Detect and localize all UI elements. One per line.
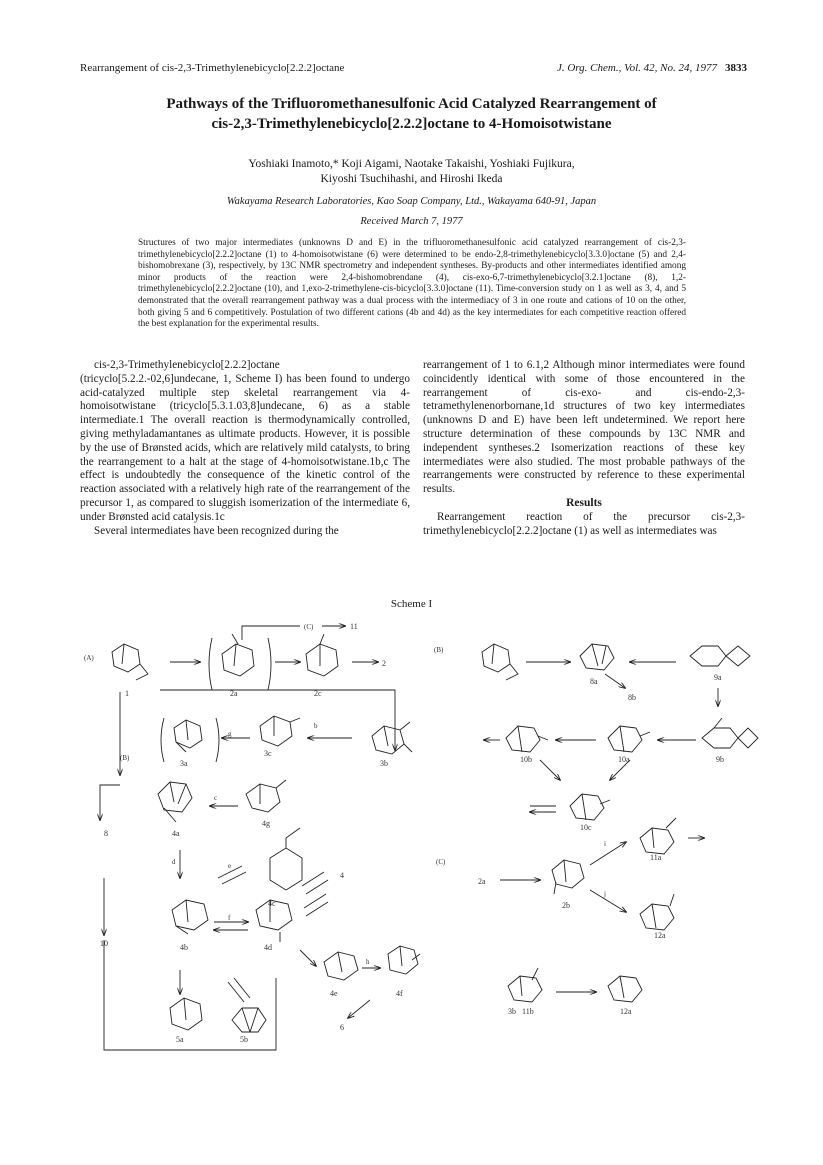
compound-label: 12a (620, 1007, 632, 1016)
structure-2a (222, 634, 254, 676)
compound-label: 8 (104, 829, 108, 838)
compound-label: 1 (125, 689, 129, 698)
body-paragraph: cis-2,3-Trimethylenebicyclo[2.2.2]octane (tricyclo[5.2.2.-02,6]undecane, 1, Scheme I) has been found to undergo acid-catalyzed multiple step skeletal rearrangement via 4-homoisotwistane (tricyclo[5.3.1.03,8]undecane, 6) as a stable intermediate.1 The overall reaction is thermodynamically controlled, giving methyladamantanes as ultimate products. However, it is possible by the use of Brønsted acids, which are relatively mild catalysts, to bring the rearrangement to a halt at the stage of 4-homoisotwistane.1b,c The effect is undoubtedly the consequence of the kinetic control of the reaction associated with a relatively high rate of the rearrangement of the precursor 1, as compared to sluggish isomerization of the intermediate 6, under Brønsted acid catalysis.1c (80, 359, 410, 523)
structure-4d (172, 900, 208, 934)
running-header-right (557, 62, 747, 74)
bracket (161, 718, 219, 762)
equilibrium-arrow (228, 978, 250, 1002)
arrow-label: e (228, 862, 232, 870)
structure-5a (170, 998, 202, 1030)
running-header-left: Rearrangement of cis-2,3-Trimethylenebicyclo[2.2.2]octane (80, 62, 345, 74)
structure-1-b (482, 644, 518, 680)
compound-label: 10b (520, 755, 532, 764)
structure-2c (306, 634, 338, 676)
arrow-label: h (366, 958, 370, 966)
structure-3a (174, 720, 202, 752)
body-paragraph: rearrangement of 1 to 6.1,2 Although minor intermediates were found coincidently identical with some of those encountered in the rearrangement of cis-exo- and cis-endo-2,3-tetramethylenenorbornane,1d structures of two key intermediates (unknowns D and E) have been left undetermined. We report here structure determination of these compounds by 13C NMR and independent syntheses.2 Isomerization reactions of these key intermediates were also studied. The most probable pathways of the rearrangements were constructed by reference to these experimental results. (423, 359, 745, 496)
compound-label: 4g (262, 819, 270, 828)
reaction-arrow (348, 1000, 370, 1018)
structure-11b (608, 976, 642, 1002)
journal-citation: J. Org. Chem., Vol. 42, No. 24, 1977 (556, 62, 717, 74)
compound-label: 4d (264, 943, 272, 952)
compound-label: 8b (628, 693, 636, 702)
compound-label: 2a (230, 689, 238, 698)
reaction-arrow (540, 760, 560, 780)
authors-line-1: Yoshiaki Inamoto,* Koji Aigami, Naotake Takaishi, Yoshiaki Fujikura, (248, 158, 575, 170)
compound-label: 4e (330, 989, 338, 998)
compound-label: 2b (562, 901, 570, 910)
structure-2b (552, 860, 584, 894)
structure-4a (158, 782, 192, 822)
article-title (60, 94, 763, 134)
structure-11a (640, 818, 676, 854)
section-heading-results: Results (566, 496, 602, 509)
body-column-right (423, 359, 745, 538)
connector-line (242, 626, 300, 640)
equilibrium-arrow (218, 866, 246, 884)
arrow-label: d (172, 858, 176, 866)
structure-8a (580, 644, 614, 670)
compound-label: 10 (100, 939, 108, 948)
panel-label-b-left: (B) (120, 754, 130, 762)
panel-label-b-right: (B) (434, 646, 444, 654)
compound-label: 3c (264, 749, 272, 758)
compound-label: 4c (268, 899, 276, 908)
reaction-arrow (605, 674, 625, 688)
compound-label: 5a (176, 1035, 184, 1044)
compound-label: 3b (508, 1007, 516, 1016)
structure-5b (232, 1008, 266, 1032)
reaction-arrow (300, 950, 316, 966)
scheme-figure (0, 610, 823, 1080)
affiliation: Wakayama Research Laboratories, Kao Soap Company, Ltd., Wakayama 640-91, Japan (226, 196, 597, 207)
compound-label: 4b (180, 943, 188, 952)
body-paragraph: Rearrangement reaction of the precursor cis-2,3-trimethylenebicyclo[2.2.2]octane (1) as well as intermediates was (423, 510, 745, 537)
panel-label-a: (A) (84, 654, 94, 662)
compound-label: 2a (478, 877, 486, 886)
connector-line (100, 785, 120, 820)
structure-4g (388, 946, 420, 974)
structure-3b-c (508, 968, 542, 1002)
compound-label: 4 (340, 871, 344, 880)
compound-label: 4a (172, 829, 180, 838)
body-paragraph: Several intermediates have been recognized during the (94, 524, 339, 537)
structure-4f (324, 952, 358, 980)
structure-10a (608, 726, 650, 752)
equilibrium-arrow (302, 872, 328, 894)
compound-label: 9a (714, 673, 722, 682)
reaction-arrow (590, 842, 626, 865)
title-line-2: cis-2,3-Trimethylenebicyclo[2.2.2]octane to 4-Homoisotwistane (211, 116, 612, 132)
equilibrium-arrow (530, 806, 556, 812)
authors-line-2: Kiyoshi Tsuchihashi, and Hiroshi Ikeda (320, 173, 503, 185)
body-column-left (80, 359, 410, 538)
arrow-label: b (314, 722, 318, 730)
equilibrium-arrow (304, 894, 328, 916)
compound-label: 3b (380, 759, 388, 768)
arrow-label: j (604, 890, 606, 898)
arrow-label-c: (C) (304, 623, 314, 631)
compound-label: 2c (314, 689, 322, 698)
connector-line (104, 940, 276, 1050)
compound-label: 11b (522, 1007, 534, 1016)
arrow-label: c (214, 794, 218, 802)
compound-label: 8a (590, 677, 598, 686)
structure-10c (570, 794, 610, 820)
compound-label: 5b (240, 1035, 248, 1044)
structure-3b (260, 716, 300, 746)
compound-label: 11a (650, 853, 662, 862)
title-line-1: Pathways of the Trifluoromethanesulfonic Acid Catalyzed Rearrangement of (166, 96, 657, 112)
compound-label: 12a (654, 931, 666, 940)
scheme-title: Scheme I (390, 598, 433, 610)
structure-9b (702, 718, 758, 748)
structure-3c (372, 722, 412, 754)
panel-label-c: (C) (436, 858, 446, 866)
compound-label: 6 (340, 1023, 344, 1032)
arrow-label: i (604, 840, 606, 848)
compound-label: 10a (618, 755, 630, 764)
connector-line (160, 690, 395, 750)
structure-12a (640, 894, 674, 930)
structure-9a (690, 646, 750, 666)
structure-10b (506, 726, 548, 752)
received-date: Received March 7, 1977 (360, 216, 463, 227)
compound-label: 2 (382, 659, 386, 668)
reaction-arrow (590, 890, 626, 912)
author-list (80, 157, 743, 187)
structure-1 (112, 644, 148, 680)
compound-label: 9b (716, 755, 724, 764)
abstract: Structures of two major intermediates (unknowns D and E) in the trifluoromethanesulfonic acid catalyzed rearrangement of cis-2,3-trimethylenebicyclo[2.2.2]octane (1) to 4-homoisotwistane (6) were determined to be endo-2,8-trimethylenebicyclo[3.3.0]octane (5) and 2,4-bishomobrexane (3), respectively, by 13C NMR spectrometry and independent syntheses. By-products and other intermediates identified among minor products of the reaction were 2,4-bishomobrendane (4), cis-exo-6,7-trimethylenebicyclo[3.2.1]octane (8), 1,2-trimethylenebicyclo[2.2.2]octane (10), and 1,exo-2-trimethylene-cis-bicyclo[3.3.0]octane (11). Time-conversion study on 1 as well as 3, 4, and 5 demonstrated that the overall rearrangement pathway was a dual process with the intermediacy of 3 in one route and cations of 10 on the other, both giving 5 and 6 competitively. Postulation of two different cations (4b and 4d) as the key intermediates for each competitive reaction offered the best explanation for the experimental results. (138, 238, 686, 330)
structure-4b (246, 780, 286, 812)
compound-label: 10c (580, 823, 592, 832)
compound-label: 11 (350, 622, 358, 631)
page-number: 3833 (725, 62, 747, 74)
arrow-label: f (228, 914, 231, 922)
structure-4c (270, 828, 302, 890)
arrow-label: g (228, 730, 232, 738)
compound-label: 4f (396, 989, 403, 998)
compound-label: 3a (180, 759, 188, 768)
